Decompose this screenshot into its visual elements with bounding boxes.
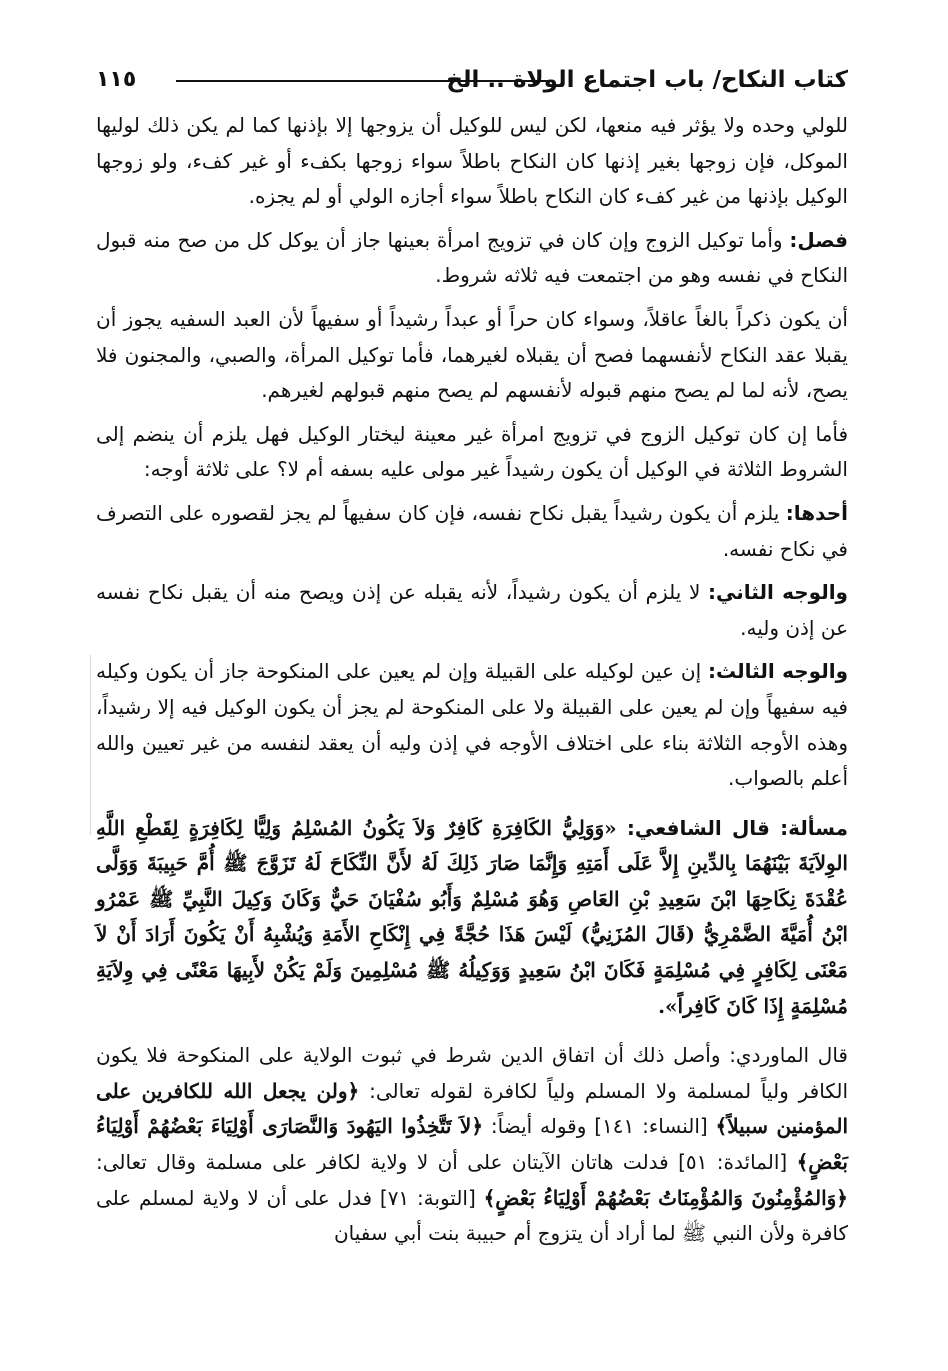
quran-quote: ﴿ولن يجعل الله للكافرين على المؤمنين سبيلاً﴾ bbox=[96, 1078, 849, 1139]
quran-quote: ﴿لاَ تَتَّخِذُوا اليَهُودَ وَالنَّصَارَى أَوْلِيَاءَ بَعْضُهُمْ أَوْلِيَاءُ بَعْضٍ﴾ bbox=[96, 1114, 848, 1175]
page-header bbox=[96, 62, 848, 98]
header-rule bbox=[176, 80, 548, 82]
paragraph-fasl bbox=[96, 223, 848, 294]
paragraph-third-view bbox=[96, 654, 848, 796]
verse-reference: [النساء: ١٤١] وقوله أيضاً: bbox=[483, 1114, 716, 1139]
paragraph-text: للولي وحده ولا يؤثر فيه منعها، لكن ليس للوكيل أن يزوجها إلا بإذنها كما لم يكن ذلك لوليها الموكل، فإن زوجها بغير إذنها كان النكاح باطلاً سواء زوجها بكفء أو غير كفء، ولو زوجها الوكيل بإذنها من غير كفء كان النكاح باطلاً سواء أجازه الولي أو لم يجزه. bbox=[96, 113, 848, 209]
running-title: كتاب النكاح/ باب اجتماع الولاة .. الخ bbox=[446, 67, 848, 93]
paragraph-text: إن عين لوكيله على القبيلة وإن لم يعين على المنكوحة جاز أن يكون وكيله فيه سفيهاً وإن لم يعين على القبيلة ولا على المنكوحة لم يجز أن يكون الوكيل فيه إلا رشيداً، وهذه الأوجه الثلاثة بناء على اختلاف الأوجه في إذن وليه أن يعقد لنفسه من غير تعيين والله أعلم بالصواب. bbox=[96, 659, 848, 791]
paragraph-text: أن يكون ذكراً بالغاً عاقلاً، وسواء كان حراً أو عبداً رشيداً أو سفيهاً لأن العبد السفيه يجوز أن يقبلا عقد النكاح لأنفسهما فصح أن يقبلاه لغيرهما، فأما توكيل المرأة، والصبي، والمجنون فلا يصح، لأنه لما لم يصح منهم قبوله لأنفسهم لم يصح منهم قبولهم لغيرهم. bbox=[96, 306, 848, 403]
paragraph-text: وأما توكيل الزوج وإن كان في تزويج امرأة بعينها جاز أن يوكل كل من صح منه قبول النكاح في نفسه وهو من اجتمعت فيه ثلاثه شروط. bbox=[96, 227, 848, 288]
paragraph-masala bbox=[96, 811, 848, 1025]
quran-quote: ﴿وَالمُؤْمِنُونَ وَالمُؤْمِنَاتُ بَعْضُهُمْ أَوْلِيَاءُ بَعْضٍ﴾ bbox=[483, 1185, 849, 1210]
paragraph-1 bbox=[96, 108, 848, 215]
paragraph-text: لا يلزم أن يكون رشيداً، لأنه يقبله عن إذن ويصح منه أن يقبل نكاح نفسه عن إذن وليه. bbox=[96, 580, 848, 640]
paragraph-mawardi bbox=[96, 1038, 848, 1252]
paragraph-text: قال الماوردي: وأصل ذلك أن اتفاق الدين شرط في ثبوت الولاية على المنكوحة فلا يكون الكافر ولياً لمسلمة ولا المسلم ولياً لكافرة لقوله تعالى: bbox=[96, 1043, 849, 1103]
paragraph-3 bbox=[96, 302, 848, 409]
masala-label: مسألة: قال الشافعي: bbox=[626, 815, 848, 840]
page-number: ١١٥ bbox=[96, 67, 137, 92]
view-label: والوجه الثالث: bbox=[707, 659, 848, 684]
scan-margin-mark bbox=[90, 655, 91, 835]
paragraph-text: يلزم أن يكون رشيداً يقبل نكاح نفسه، فإن كان سفيهاً لم يجز لقصوره على التصرف في نكاح نفسه. bbox=[96, 500, 848, 561]
paragraph-text: فأما إن كان توكيل الزوج في تزويج امرأة غير معينة ليختار الوكيل فهل يلزم أن ينضم إلى الشروط الثلاثة في الوكيل أن يكون رشيداً غير مولى عليه بسفه أم لا؟ على ثلاثة أوجه: bbox=[96, 421, 848, 482]
view-label: والوجه الثاني: bbox=[708, 580, 848, 605]
page-body bbox=[96, 108, 848, 1252]
paragraph-4 bbox=[96, 417, 848, 488]
paragraph-first-view bbox=[96, 496, 848, 567]
shafii-quote: «وَوَلِيُّ الكَافِرَةِ كَافِرٌ وَلاَ يَكُونُ المُسْلِمُ وَلِيًّا لِكَافِرَةٍ لِقَطْعِ اللَّهِ الوِلاَيَةَ بَيْنَهُمَا بِالدِّينِ إِلاَّ عَلَى أَمَتِهِ وَإِنَّمَا صَارَ ذَلِكَ لَهُ لأَنَّ النِّكَاحَ لَهُ تَزَوَّجَ ﷺ أُمَّ حَبِيبَةَ وَوَلَّى عُقْدَةَ نِكَاحِهَا ابْنَ سَعِيدِ بْنِ العَاصِ وَهُوَ مُسْلِمٌ وَأَبُو سُفْيَانَ حَيٌّ وَكَانَ وَكِيلَ النَّبِيِّ ﷺ عَمْرُو ابْنُ أُمَيَّةَ الضَّمْرِيُّ (قَالَ المُزَنِيُّ) لَيْسَ هَذَا حُجَّةً فِي إِنْكَاحِ الأَمَةِ وَيُشْبِهُ أَنْ يَكُونَ أَرَادَ أَنْ لاَ مَعْنَى لِكَافِرٍ فِي مُسْلِمَةٍ فَكَانَ ابْنُ سَعِيدٍ وَوَكِيلُهُ ﷺ مُسْلِمِينَ وَلَمْ يَكُنْ لأَبِيهَا مَعْنًى فِي وِلاَيَةِ مُسْلِمَةٍ إِذَا كَانَ كَافِراً». bbox=[96, 815, 848, 1018]
view-label: أحدها: bbox=[785, 500, 848, 525]
section-label: فصل: bbox=[789, 227, 848, 252]
paragraph-second-view bbox=[96, 575, 848, 646]
verse-reference: [المائدة: ٥١] فدلت هاتان الآيتان على أن لا ولاية لكافر على مسلمة وقال تعالى: bbox=[96, 1150, 797, 1175]
verse-reference: [التوبة: ٧١] فدل على أن لا ولاية لمسلم على كافرة ولأن النبي ﷺ لما أراد أن يتزوج أم حبيبة بنت أبي سفيان bbox=[96, 1185, 848, 1246]
